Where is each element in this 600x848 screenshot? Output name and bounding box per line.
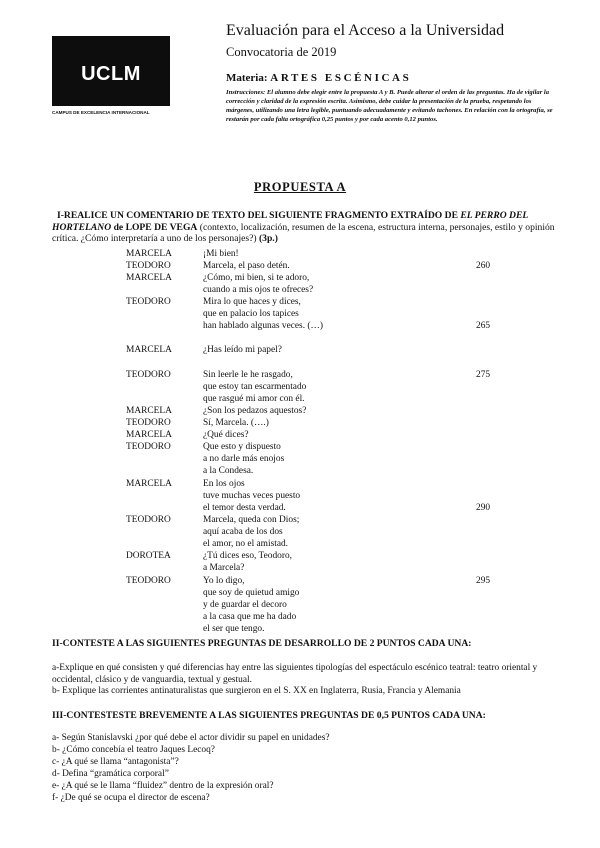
verse-line: Sin leerle le he rasgado,: [203, 370, 293, 380]
verse-speaker: MARCELA: [126, 249, 172, 259]
verse-line: ¿Tú dices eso, Teodoro,: [203, 551, 292, 561]
proposal-title: PROPUESTA A: [253, 180, 347, 194]
verse-speaker: TEODORO: [126, 576, 171, 586]
section-3-item-a: a- Según Stanislavski ¿por qué debe el actor dividir su papel en unidades?: [52, 733, 330, 743]
verse-speaker: TEODORO: [126, 418, 171, 428]
verse-line: han hablado algunas veces. (…): [203, 321, 324, 331]
q1-work: EL PERRO DEL HORTELANO: [52, 210, 528, 233]
verse-speaker: TEODORO: [126, 442, 171, 452]
verse-number: 275: [476, 370, 491, 380]
verse-line: cuando a mis ojos te ofreces?: [203, 285, 314, 295]
verse-line: tuve muchas veces puesto: [203, 491, 301, 501]
verse-number: 295: [476, 576, 491, 586]
section-3-item-b: b- ¿Cómo concebía el teatro Jaques Lecoq?: [52, 745, 215, 755]
verse-line: Mira lo que haces y dices,: [203, 297, 301, 307]
verse-line: aquí acaba de los dos: [203, 527, 283, 537]
verse-line: ¿Qué dices?: [203, 430, 249, 440]
verse-line: que soy de quietud amigo: [203, 588, 300, 598]
section-3-item-c: c- ¿A qué se llama “antagonista”?: [52, 757, 179, 767]
q1-lead: I-REALICE UN COMENTARIO DE TEXTO DEL SIGUIENTE FRAGMENTO EXTRAÍDO DE: [57, 210, 461, 221]
section-2-title: II-CONTESTE A LAS SIGUIENTES PREGUNTAS DE DESARROLLO DE 2 PUNTOS CADA UNA:: [52, 638, 472, 649]
verse-line: que rasgué mi amor con él.: [203, 394, 305, 404]
uclm-logo: [52, 36, 170, 106]
verse-line: que estoy tan escarmentado: [203, 382, 307, 392]
verse-line: Marcela, el paso detén.: [203, 261, 290, 271]
verse-line: ¿Son los pedazos aquestos?: [203, 406, 307, 416]
subject-line: [226, 72, 411, 84]
verse-speaker: TEODORO: [126, 261, 171, 271]
q1-points: (3p.): [258, 233, 278, 245]
section-3-item-e: e- ¿A qué se le llama “fluidez” dentro de la expresión oral?: [52, 781, 274, 791]
section-3-item-f: f- ¿De qué se ocupa el director de escena?: [52, 793, 210, 803]
verse-line: Marcela, queda con Dios;: [203, 515, 300, 525]
verse-line: Sí, Marcela. (….): [203, 418, 269, 428]
question-1: [52, 210, 567, 245]
q1-author: de LOPE DE VEGA: [111, 221, 198, 233]
section-2-item-b: b- Explique las corrientes antinaturalistas que surgieron en el S. XX en Inglaterra, Rusia, Francia y Alemania: [52, 686, 461, 696]
verse-speaker: MARCELA: [126, 430, 172, 440]
instructions: Instrucciones: El alumno debe elegir entre la propuesta A y B. Puede alterar el orden de las preguntas. Ha de vigilar la corrección y claridad de la expresión escrita. Asimismo, debe cuidar la presentación de la prueba, respetando los márgenes, utilizando una letra legible, puntuando adecuadamente y evitando tachones. En relación con la ortografía, se restarán por cada falta ortográfica 0,25 puntos y por cada acento 0,12 puntos.: [226, 89, 553, 123]
verse-line: el amor, no el amistad.: [203, 539, 289, 549]
verse-line: ¡Mi bien!: [203, 249, 239, 259]
subject-value: ARTES ESCÉNICAS: [270, 72, 412, 84]
verse-number: 290: [476, 503, 491, 513]
verse-speaker: MARCELA: [126, 345, 172, 355]
verse-line: a no darle más enojos: [203, 454, 285, 464]
section-3-item-d: d- Defina “gramática corporal”: [52, 769, 169, 779]
verse-line: Que esto y dispuesto: [203, 442, 281, 452]
verse-speaker: TEODORO: [126, 370, 171, 380]
verse-number: 265: [476, 321, 491, 331]
verse-speaker: MARCELA: [126, 479, 172, 489]
verse-speaker: TEODORO: [126, 515, 171, 525]
section-2-item-a: a-Explique en qué consisten y qué diferencias hay entre las siguientes tipologías del espectáculo escénico teatral: teatro oriental y occidental, clásico y de vanguardia, textual y gestual.: [52, 663, 538, 685]
verse-line: ¿Has leído mi papel?: [203, 345, 282, 355]
exam-title: Evaluación para el Acceso a la Universidad: [226, 22, 505, 39]
verse-line: que en palacio los tapices: [203, 309, 299, 319]
verse-line: a Marcela?: [203, 563, 245, 573]
verse-line: el temor desta verdad.: [203, 503, 286, 513]
verse-line: Yo lo digo,: [203, 576, 245, 586]
verse-speaker: DOROTEA: [126, 551, 171, 561]
logo-text: UCLM: [81, 63, 141, 85]
q1-body: (contexto, localización, resumen de la escena, estructura interna, personajes, estilo y opinión crítica. ¿Cómo interpretaría a uno de los personajes?): [52, 221, 555, 245]
verse-number: 260: [476, 261, 491, 271]
exam-convocatoria: Convocatoria de 2019: [226, 45, 337, 59]
verse-line: a la Condesa.: [203, 466, 254, 476]
subject-label: Materia:: [226, 72, 268, 84]
logo-subtitle: CAMPUS DE EXCELENCIA INTERNACIONAL: [52, 110, 150, 115]
verse-speaker: MARCELA: [126, 406, 172, 416]
verse-speaker: MARCELA: [126, 273, 172, 283]
verse-speaker: TEODORO: [126, 297, 171, 307]
verse-line: el ser que tengo.: [203, 624, 265, 634]
verse-line: y de guardar el decoro: [203, 600, 287, 610]
verse-line: En los ojos: [203, 479, 245, 489]
verse-line: a la casa que me ha dado: [203, 612, 297, 622]
verse-line: ¿Cómo, mi bien, si te adoro,: [203, 273, 310, 283]
section-3-title: III-CONTESTESTE BREVEMENTE A LAS SIGUIENTES PREGUNTAS DE 0,5 PUNTOS CADA UNA:: [52, 710, 486, 721]
